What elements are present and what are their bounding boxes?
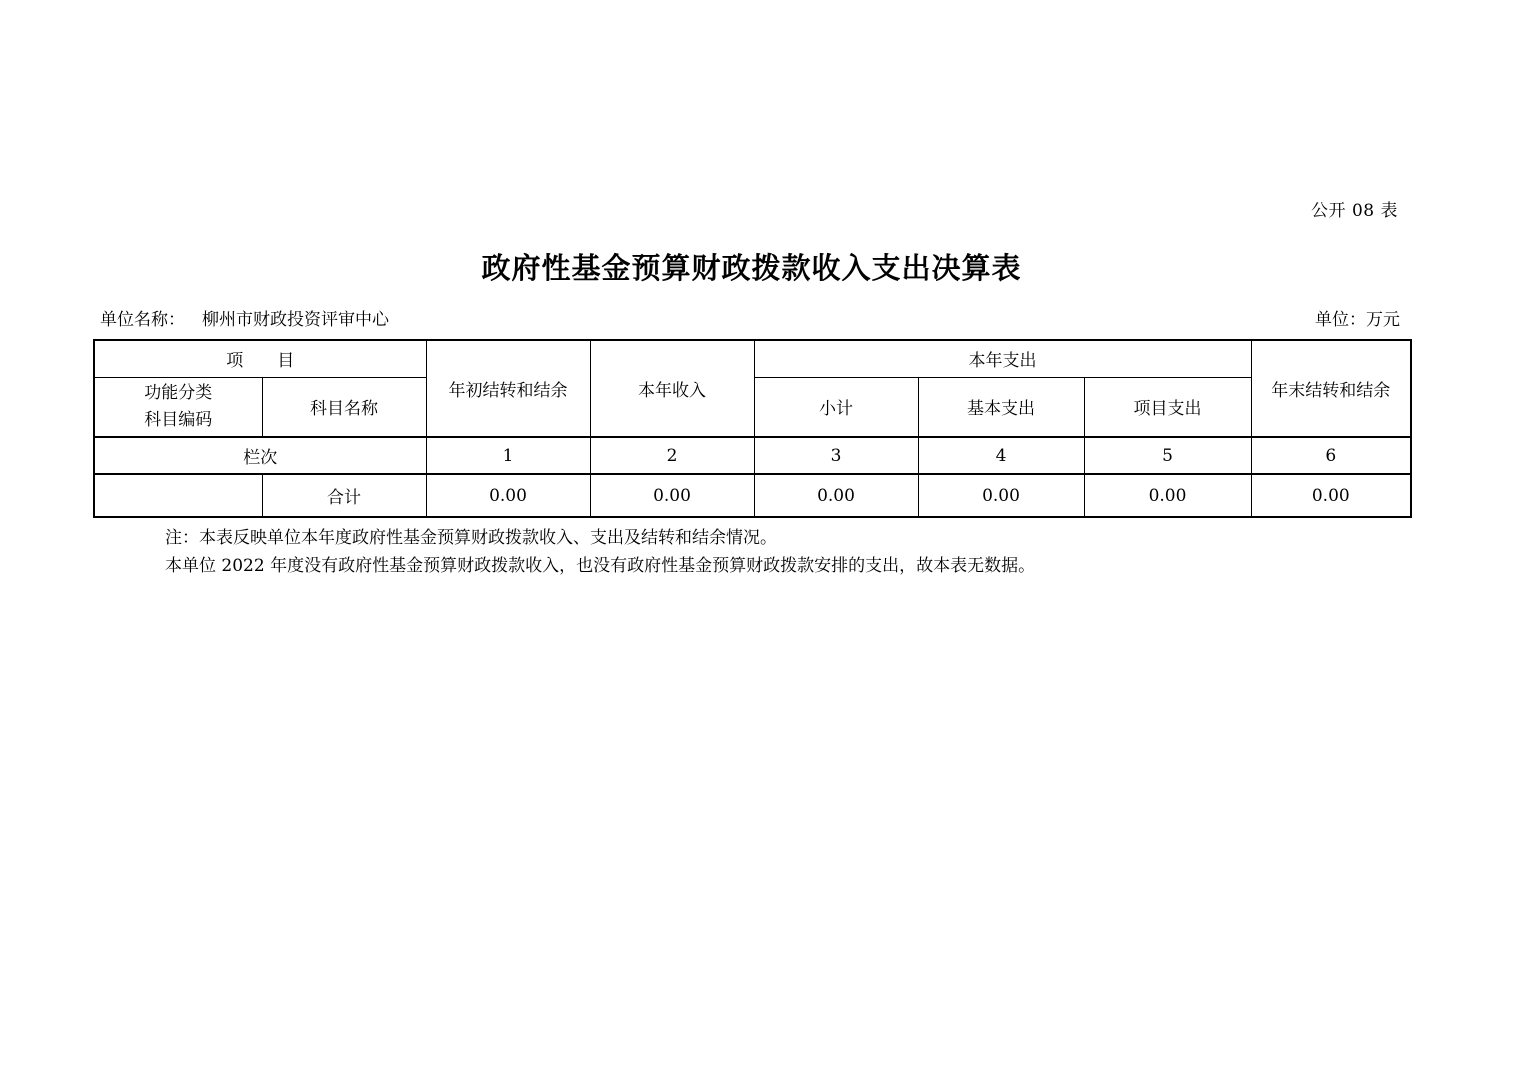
total-value-6: 0.00 bbox=[1251, 474, 1411, 517]
total-value-2: 0.00 bbox=[590, 474, 754, 517]
header-func-code bbox=[94, 377, 262, 437]
note-line-1: 注：本表反映单位本年度政府性基金预算财政拨款收入、支出及结转和结余情况。 bbox=[165, 528, 777, 548]
header-func-code-line1: 功能分类 bbox=[144, 382, 213, 403]
meta-row bbox=[93, 305, 1410, 330]
header-subtotal: 小计 bbox=[754, 377, 918, 437]
column-index-1: 1 bbox=[426, 437, 590, 474]
column-index-6: 6 bbox=[1251, 437, 1411, 474]
total-value-1: 0.00 bbox=[426, 474, 590, 517]
total-value-5: 0.00 bbox=[1084, 474, 1251, 517]
header-end-year-balance: 年末结转和结余 bbox=[1251, 340, 1411, 437]
unit-name-label: 单位名称： bbox=[100, 310, 185, 330]
header-begin-year-balance: 年初结转和结余 bbox=[426, 340, 590, 437]
header-item-group: 项 目 bbox=[94, 340, 426, 377]
column-index-5: 5 bbox=[1084, 437, 1251, 474]
column-index-label: 栏次 bbox=[94, 437, 426, 474]
column-index-4: 4 bbox=[918, 437, 1084, 474]
fund-budget-table bbox=[93, 339, 1412, 518]
table-notes bbox=[165, 524, 1410, 580]
total-value-3: 0.00 bbox=[754, 474, 918, 517]
page-title: 政府性基金预算财政拨款收入支出决算表 bbox=[481, 251, 1022, 285]
header-project-expense: 项目支出 bbox=[1084, 377, 1251, 437]
total-row-name: 合计 bbox=[262, 474, 426, 517]
column-index-2: 2 bbox=[590, 437, 754, 474]
form-code-label: 公开 08 表 bbox=[1311, 201, 1398, 221]
document-content bbox=[93, 0, 1410, 580]
header-func-code-line2: 科目编码 bbox=[144, 409, 213, 430]
note-line-2: 本单位 2022 年度没有政府性基金预算财政拨款收入，也没有政府性基金预算财政拨款安排的支出，故本表无数据。 bbox=[165, 556, 1036, 576]
column-index-3: 3 bbox=[754, 437, 918, 474]
header-subject-name: 科目名称 bbox=[262, 377, 426, 437]
header-basic-expense: 基本支出 bbox=[918, 377, 1084, 437]
total-row-code-cell bbox=[94, 474, 262, 517]
unit-name-value: 柳州市财政投资评审中心 bbox=[202, 310, 389, 330]
total-value-4: 0.00 bbox=[918, 474, 1084, 517]
total-row bbox=[94, 474, 1411, 517]
header-current-year-expense: 本年支出 bbox=[754, 340, 1251, 377]
unit-of-measure-label: 单位：万元 bbox=[1315, 310, 1400, 330]
header-current-year-income: 本年收入 bbox=[590, 340, 754, 437]
column-index-row bbox=[94, 437, 1411, 474]
